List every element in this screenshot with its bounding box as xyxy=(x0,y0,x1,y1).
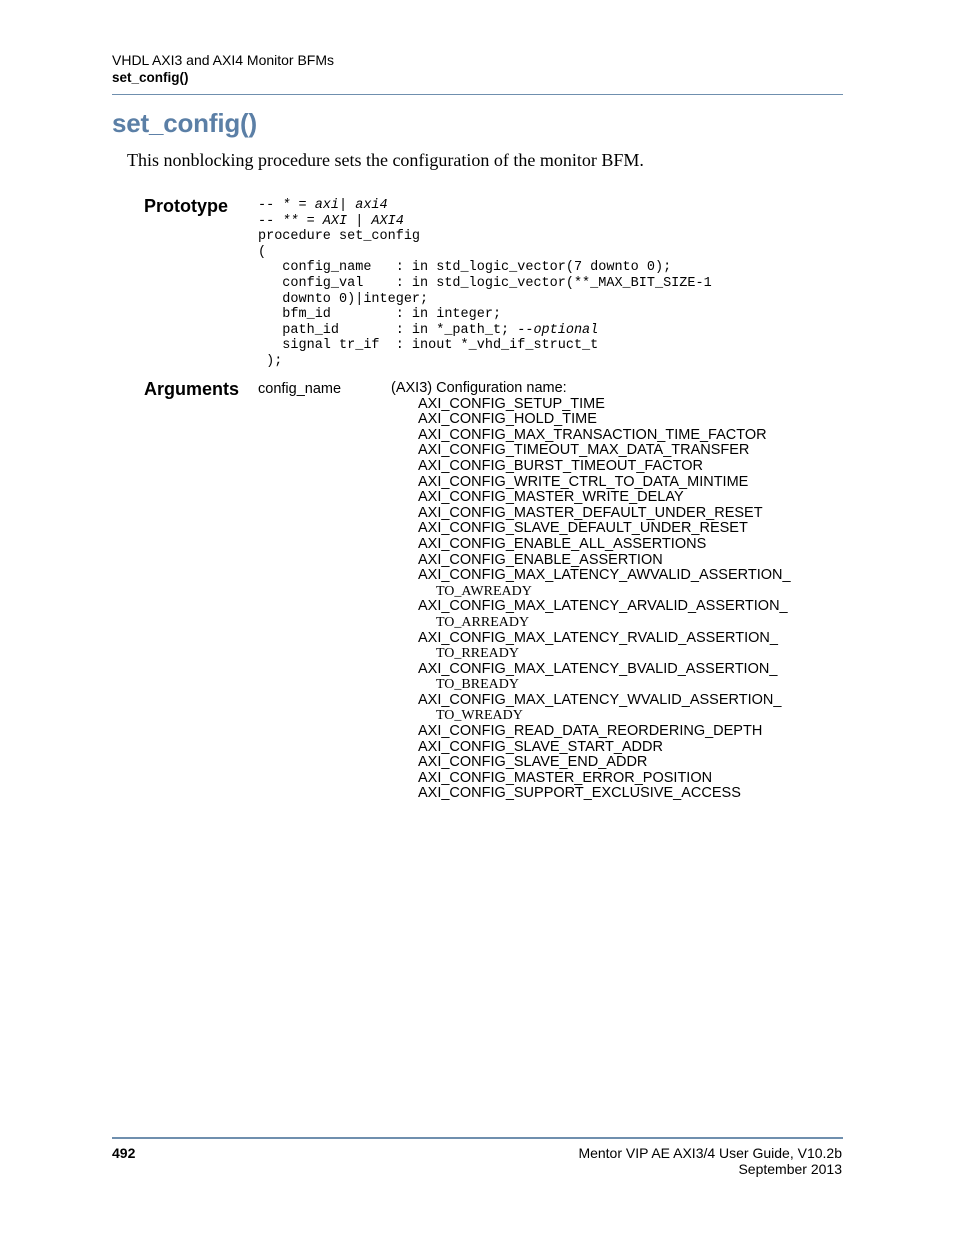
config-name-item: AXI_CONFIG_MAX_LATENCY_RVALID_ASSERTION_ xyxy=(418,629,778,646)
code-text: downto 0)|integer; xyxy=(258,291,429,307)
header-section: VHDL AXI3 and AXI4 Monitor BFMs xyxy=(112,52,335,68)
config-name-item: AXI_CONFIG_READ_DATA_REORDERING_DEPTH xyxy=(418,723,763,740)
argument-description xyxy=(391,381,791,802)
code-comment: -- ** = AXI | AXI4 xyxy=(258,213,404,229)
footer-rule xyxy=(112,1137,843,1139)
config-name-item: AXI_CONFIG_MAX_LATENCY_WVALID_ASSERTION_ xyxy=(418,691,782,708)
footer-guide: Mentor VIP AE AXI3/4 User Guide, V10.2b xyxy=(578,1145,842,1161)
config-name-item: AXI_CONFIG_ENABLE_ALL_ASSERTIONS xyxy=(418,535,707,552)
prototype-code xyxy=(258,198,712,370)
code-line xyxy=(258,323,598,338)
code-line xyxy=(258,292,428,307)
config-name-item: AXI_CONFIG_MASTER_DEFAULT_UNDER_RESET xyxy=(418,504,763,521)
config-name-continuation: TO_BREADY xyxy=(436,677,519,693)
code-text: config_val : in std_logic_vector(**_MAX_BIT_SIZE-1 xyxy=(258,275,712,291)
code-line xyxy=(258,198,388,213)
config-name-item: AXI_CONFIG_WRITE_CTRL_TO_DATA_MINTIME xyxy=(418,473,749,490)
code-line xyxy=(258,307,501,322)
config-name-continuation: TO_RREADY xyxy=(436,646,519,662)
config-name-item: AXI_CONFIG_MASTER_ERROR_POSITION xyxy=(418,769,713,786)
config-name-item: AXI_CONFIG_SUPPORT_EXCLUSIVE_ACCESS xyxy=(418,785,741,802)
header-rule xyxy=(112,94,843,95)
arguments-label: Arguments xyxy=(144,379,240,399)
argument-name: config_name xyxy=(258,381,342,397)
config-name-item: AXI_CONFIG_MAX_LATENCY_ARVALID_ASSERTION_ xyxy=(418,598,788,615)
page-title: set_config() xyxy=(112,108,257,138)
header-subsection: set_config() xyxy=(112,70,189,85)
code-comment: --optional xyxy=(517,322,599,338)
intro-paragraph: This nonblocking procedure sets the configuration of the monitor BFM. xyxy=(127,150,644,170)
config-name-item: AXI_CONFIG_BURST_TIMEOUT_FACTOR xyxy=(418,457,703,474)
code-line xyxy=(258,338,598,353)
code-text: config_name : in std_logic_vector(7 downto 0); xyxy=(258,260,672,276)
code-text: path_id : in *_path_t; xyxy=(258,322,518,338)
config-name-item: AXI_CONFIG_MASTER_WRITE_DELAY xyxy=(418,489,684,506)
code-line xyxy=(258,214,404,229)
code-line xyxy=(258,229,420,244)
code-text: bfm_id : in integer; xyxy=(258,307,502,323)
code-line xyxy=(258,276,712,291)
running-header xyxy=(112,52,334,86)
config-name-item: AXI_CONFIG_HOLD_TIME xyxy=(418,411,597,428)
config-name-item: AXI_CONFIG_ENABLE_ASSERTION xyxy=(418,551,663,568)
code-text: procedure set_config xyxy=(258,229,421,245)
footer-date: September 2013 xyxy=(738,1161,842,1177)
code-text: signal tr_if : inout *_vhd_if_struct_t xyxy=(258,338,599,354)
config-name-continuation: TO_WREADY xyxy=(436,708,523,724)
code-text: ); xyxy=(258,353,283,369)
code-line xyxy=(258,354,282,369)
prototype-label: Prototype xyxy=(144,196,229,216)
config-name-item: AXI_CONFIG_MAX_TRANSACTION_TIME_FACTOR xyxy=(418,426,767,443)
config-name-continuation: TO_AWREADY xyxy=(436,583,532,599)
code-comment: -- * = axi| axi4 xyxy=(258,198,388,213)
config-name-item: AXI_CONFIG_TIMEOUT_MAX_DATA_TRANSFER xyxy=(418,442,750,459)
footer-info xyxy=(578,1145,842,1177)
config-name-list xyxy=(391,397,791,802)
code-line xyxy=(258,260,671,275)
config-name-item: AXI_CONFIG_SETUP_TIME xyxy=(418,395,605,412)
argument-summary: (AXI3) Configuration name: xyxy=(391,380,567,396)
code-line xyxy=(258,245,266,260)
code-text: ( xyxy=(258,244,267,260)
config-name-item: AXI_CONFIG_SLAVE_DEFAULT_UNDER_RESET xyxy=(418,520,748,537)
config-name-item: AXI_CONFIG_SLAVE_END_ADDR xyxy=(418,754,648,771)
config-name-item: AXI_CONFIG_MAX_LATENCY_BVALID_ASSERTION_ xyxy=(418,660,778,677)
page-number: 492 xyxy=(112,1145,136,1161)
config-name-item: AXI_CONFIG_MAX_LATENCY_AWVALID_ASSERTION_ xyxy=(418,567,791,584)
config-name-item: AXI_CONFIG_SLAVE_START_ADDR xyxy=(418,738,663,755)
config-name-continuation: TO_ARREADY xyxy=(436,614,530,630)
